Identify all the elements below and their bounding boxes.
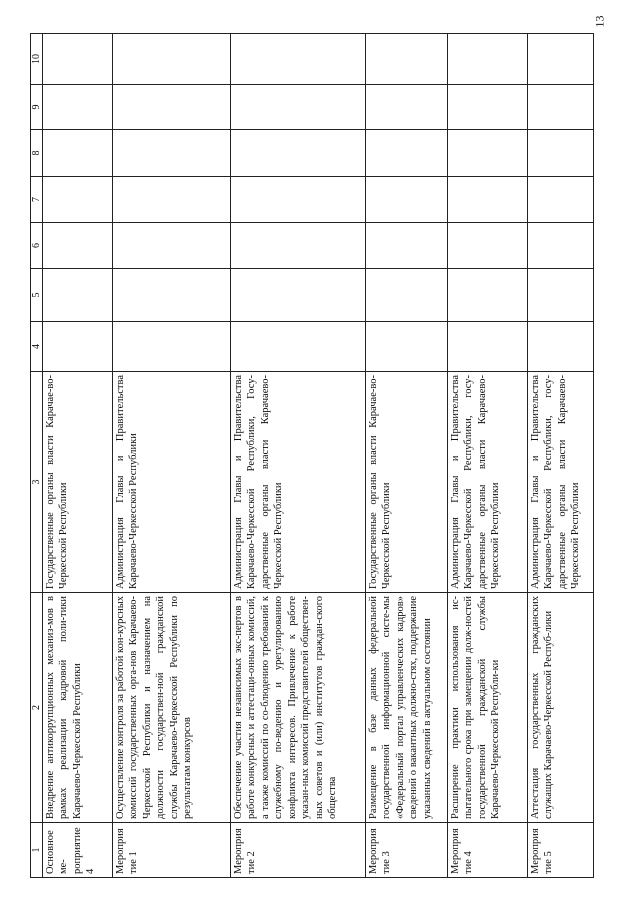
- table-row: [448, 34, 528, 878]
- header-cell: 7: [31, 177, 43, 223]
- page-number: 13: [592, 15, 607, 28]
- header-cell: 3: [31, 372, 43, 593]
- responsible-executor: Администрация Главы и Правительства Карачаево-Черкесской Республики, Госу-дарственные органы власти Карачаево-Черкесской Республики: [231, 372, 366, 593]
- table-row: [43, 34, 113, 878]
- activity-description: Обеспечение участия независимых экс-пертов в работе конкурсных и аттестаци-онных комиссий, а также комиссий по со-блюдению требований к служебному по-ведению и урегулированию конфликта интересов. Привлечение к работе указан-ных комиссий представителей обществен-ных советов и (или) институтов граждан-ского общества: [231, 593, 366, 823]
- header-cell: 5: [31, 269, 43, 322]
- row-label: Мероприятие 3: [366, 823, 448, 878]
- row-label: Мероприятие 5: [528, 823, 594, 878]
- activity-description: Аттестация государственных гражданских служащих Карачаево-Черкесской Респуб-лики: [528, 593, 594, 823]
- header-cell: 10: [31, 34, 43, 85]
- table-row: [231, 34, 366, 878]
- activity-description: Размещение в базе данных федеральной государственной информационной систе-мы «Федеральный портал управленческих кадров» сведений о вакантных должно-стях, поддержание указанных сведений в актуальном состоянии: [366, 593, 448, 823]
- header-cell: 1: [31, 823, 43, 878]
- table-row: [366, 34, 448, 878]
- activity-description: Внедрение антикоррупционных механиз-мов в рамках реализации кадровой поли-тики Карачаево-Черкесской Республики: [43, 593, 113, 823]
- table-row: [528, 34, 594, 878]
- header-cell: 6: [31, 223, 43, 269]
- row-label: Мероприятие 1: [113, 823, 231, 878]
- activity-description: Расширение практики использования ис-пытательного срока при замещении долж-ностей государственной гражданской службы Карачаево-Черкесской Республи-ки: [448, 593, 528, 823]
- responsible-executor: Государственные органы власти Карачае-во-Черкесской Республики: [43, 372, 113, 593]
- header-cell: 4: [31, 322, 43, 372]
- table-row: [113, 34, 231, 878]
- program-activities-table: [30, 33, 594, 878]
- activity-description: Осуществление контроля за работой кон-курсных комиссий государственных орга-нов Карачаево-Черкесской Республики и назначением на должности государствен-ной гражданской службы Карачаево-Черкесской Республики по результатам конкурсов: [113, 593, 231, 823]
- responsible-executor: Администрация Главы и Правительства Карачаево-Черкесской Республики, госу-дарственные органы власти Карачаево-Черкесской Республики: [528, 372, 594, 593]
- header-cell: 2: [31, 593, 43, 823]
- row-label: Мероприятие 4: [448, 823, 528, 878]
- responsible-executor: Администрация Главы и Правительства Карачаево-Черкесской Республики: [113, 372, 231, 593]
- responsible-executor: Администрация Главы и Правительства Карачаево-Черкесской Республики, госу-дарственные органы власти Карачаево-Черкесской Республики: [448, 372, 528, 593]
- header-cell: 9: [31, 85, 43, 130]
- row-label: Основное ме-роприятие 4: [43, 823, 113, 878]
- header-cell: 8: [31, 130, 43, 177]
- row-label: Мероприятие 2: [231, 823, 366, 878]
- responsible-executor: Государственные органы власти Карачае-во-Черкесской Республики: [366, 372, 448, 593]
- rotated-table-frame: [30, 34, 596, 878]
- header-row: [31, 34, 43, 878]
